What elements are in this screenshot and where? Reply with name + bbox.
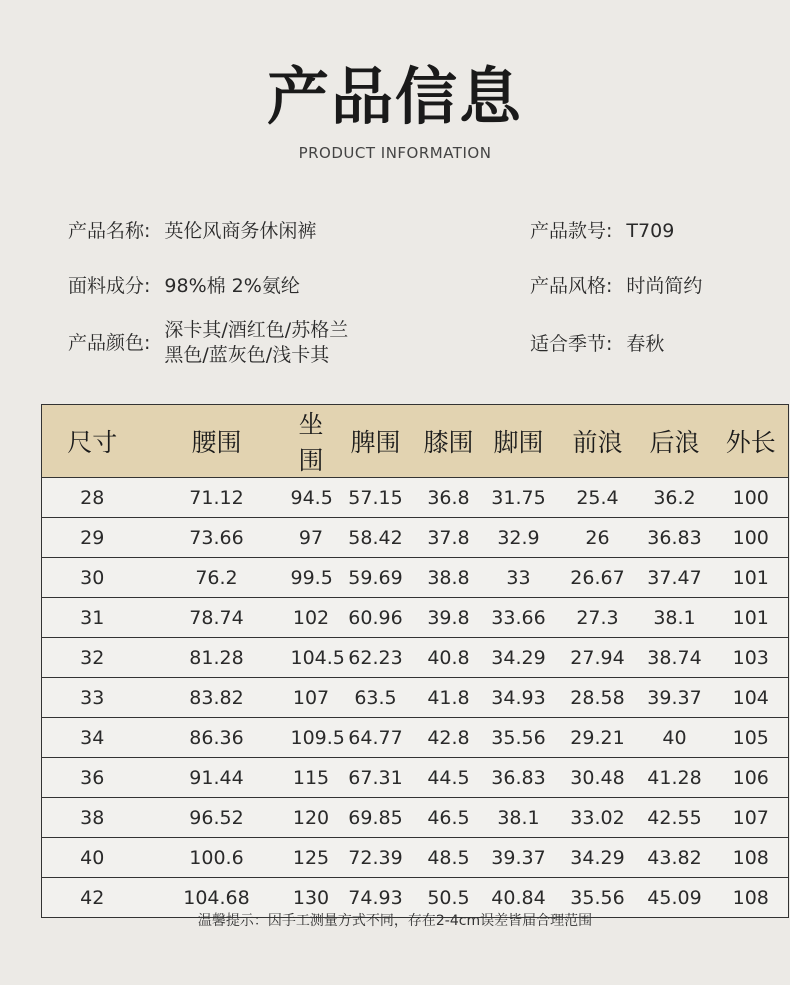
measurement-cell: 107 (714, 798, 789, 838)
info-product-name (68, 218, 316, 244)
measurement-note: 温馨提示：因手工测量方式不同，存在2-4cm误差皆届合理范围 (197, 913, 593, 929)
table-row (42, 718, 789, 758)
measurement-cell: 40.8 (420, 638, 478, 678)
measurement-cell: 103 (714, 638, 789, 678)
measurement-cell: 30.48 (560, 758, 636, 798)
measurement-cell: 42.55 (636, 798, 714, 838)
size-cell: 38 (42, 798, 143, 838)
measurement-cell: 42.8 (420, 718, 478, 758)
measurement-cell: 130 (291, 878, 332, 918)
table-row (42, 678, 789, 718)
measurement-cell: 100 (714, 478, 789, 518)
measurement-cell: 38.1 (478, 798, 560, 838)
info-value (164, 318, 348, 368)
size-cell: 30 (42, 558, 143, 598)
page-subtitle: PRODUCT INFORMATION (298, 144, 492, 162)
color-line-1: 深卡其/酒红色/苏格兰 (164, 319, 349, 341)
info-value: T709 (626, 220, 675, 242)
info-style (530, 273, 702, 299)
measurement-cell: 69.85 (332, 798, 420, 838)
size-table-header-cell: 腰围 (143, 405, 291, 478)
measurement-cell: 40.84 (478, 878, 560, 918)
measurement-cell: 35.56 (560, 878, 636, 918)
measurement-cell: 64.77 (332, 718, 420, 758)
measurement-cell: 62.23 (332, 638, 420, 678)
measurement-cell: 58.42 (332, 518, 420, 558)
measurement-cell: 34.29 (478, 638, 560, 678)
measurement-cell: 41.28 (636, 758, 714, 798)
measurement-cell: 76.2 (143, 558, 291, 598)
measurement-cell: 43.82 (636, 838, 714, 878)
measurement-cell: 125 (291, 838, 332, 878)
measurement-cell: 86.36 (143, 718, 291, 758)
measurement-cell: 46.5 (420, 798, 478, 838)
size-cell: 40 (42, 838, 143, 878)
measurement-cell: 78.74 (143, 598, 291, 638)
info-value: 春秋 (626, 333, 665, 355)
measurement-cell: 81.28 (143, 638, 291, 678)
measurement-cell: 59.69 (332, 558, 420, 598)
measurement-cell: 105 (714, 718, 789, 758)
measurement-cell: 36.2 (636, 478, 714, 518)
measurement-cell: 34.93 (478, 678, 560, 718)
measurement-cell: 40 (636, 718, 714, 758)
measurement-cell: 101 (714, 598, 789, 638)
size-table (41, 404, 789, 918)
measurement-cell: 39.37 (636, 678, 714, 718)
size-table-header-row (42, 405, 789, 478)
measurement-cell: 27.94 (560, 638, 636, 678)
size-table-header-cell: 前浪 (560, 405, 636, 478)
info-value: 时尚简约 (626, 275, 703, 297)
measurement-cell: 108 (714, 878, 789, 918)
measurement-cell: 29.21 (560, 718, 636, 758)
size-table-header-cell: 膝围 (420, 405, 478, 478)
measurement-cell: 39.8 (420, 598, 478, 638)
size-table-header-cell: 脚围 (478, 405, 560, 478)
measurement-cell: 60.96 (332, 598, 420, 638)
measurement-cell: 71.12 (143, 478, 291, 518)
measurement-cell: 67.31 (332, 758, 420, 798)
size-cell: 31 (42, 598, 143, 638)
measurement-cell: 39.37 (478, 838, 560, 878)
info-style-number (530, 218, 674, 244)
info-fabric (68, 273, 300, 299)
size-cell: 36 (42, 758, 143, 798)
size-cell: 32 (42, 638, 143, 678)
measurement-cell: 27.3 (560, 598, 636, 638)
size-table-body (42, 478, 789, 918)
size-cell: 33 (42, 678, 143, 718)
info-label: 适合季节: (530, 333, 613, 355)
size-table-header-cell: 脾围 (332, 405, 420, 478)
measurement-cell: 63.5 (332, 678, 420, 718)
measurement-cell: 36.83 (636, 518, 714, 558)
measurement-cell: 32.9 (478, 518, 560, 558)
info-color (68, 318, 348, 368)
measurement-cell: 94.5 (291, 478, 332, 518)
measurement-cell: 31.75 (478, 478, 560, 518)
measurement-cell: 38.1 (636, 598, 714, 638)
measurement-cell: 107 (291, 678, 332, 718)
size-table-header-cell: 坐围 (291, 405, 332, 478)
measurement-cell: 28.58 (560, 678, 636, 718)
measurement-cell: 33.66 (478, 598, 560, 638)
measurement-cell: 44.5 (420, 758, 478, 798)
measurement-cell: 100.6 (143, 838, 291, 878)
measurement-cell: 73.66 (143, 518, 291, 558)
table-row (42, 798, 789, 838)
measurement-cell: 104 (714, 678, 789, 718)
measurement-cell: 83.82 (143, 678, 291, 718)
info-season (530, 331, 664, 357)
info-label: 产品颜色: (68, 332, 151, 354)
size-table-header-cell: 后浪 (636, 405, 714, 478)
info-value: 英伦风商务休闲裤 (164, 220, 317, 242)
measurement-cell: 50.5 (420, 878, 478, 918)
info-label: 面料成分: (68, 275, 151, 297)
measurement-cell: 57.15 (332, 478, 420, 518)
table-row (42, 558, 789, 598)
measurement-cell: 35.56 (478, 718, 560, 758)
page-title: 产品信息 (266, 60, 523, 133)
measurement-cell: 33.02 (560, 798, 636, 838)
measurement-cell: 102 (291, 598, 332, 638)
measurement-cell: 74.93 (332, 878, 420, 918)
measurement-cell: 120 (291, 798, 332, 838)
measurement-cell: 34.29 (560, 838, 636, 878)
measurement-cell: 101 (714, 558, 789, 598)
measurement-cell: 33 (478, 558, 560, 598)
table-row (42, 478, 789, 518)
measurement-cell: 115 (291, 758, 332, 798)
size-cell: 42 (42, 878, 143, 918)
table-row (42, 638, 789, 678)
info-label: 产品风格: (530, 275, 613, 297)
size-cell: 28 (42, 478, 143, 518)
measurement-cell: 36.83 (478, 758, 560, 798)
measurement-cell: 45.09 (636, 878, 714, 918)
measurement-cell: 37.47 (636, 558, 714, 598)
info-value: 98%棉 2%氨纶 (164, 275, 300, 297)
info-label: 产品名称: (68, 220, 151, 242)
measurement-cell: 106 (714, 758, 789, 798)
table-row (42, 598, 789, 638)
measurement-cell: 104.68 (143, 878, 291, 918)
measurement-cell: 99.5 (291, 558, 332, 598)
measurement-cell: 38.8 (420, 558, 478, 598)
measurement-cell: 109.5 (291, 718, 332, 758)
measurement-cell: 26 (560, 518, 636, 558)
table-row (42, 838, 789, 878)
table-row (42, 758, 789, 798)
measurement-cell: 108 (714, 838, 789, 878)
color-line-2: 黑色/蓝灰色/浅卡其 (164, 344, 330, 366)
size-cell: 34 (42, 718, 143, 758)
measurement-cell: 104.5 (291, 638, 332, 678)
measurement-cell: 72.39 (332, 838, 420, 878)
size-cell: 29 (42, 518, 143, 558)
measurement-cell: 96.52 (143, 798, 291, 838)
info-label: 产品款号: (530, 220, 613, 242)
measurement-cell: 41.8 (420, 678, 478, 718)
measurement-cell: 48.5 (420, 838, 478, 878)
size-table-header-cell: 尺寸 (42, 405, 143, 478)
measurement-cell: 38.74 (636, 638, 714, 678)
measurement-cell: 36.8 (420, 478, 478, 518)
measurement-cell: 25.4 (560, 478, 636, 518)
measurement-cell: 37.8 (420, 518, 478, 558)
measurement-cell: 97 (291, 518, 332, 558)
table-row (42, 518, 789, 558)
measurement-cell: 91.44 (143, 758, 291, 798)
size-table-header-cell: 外长 (714, 405, 789, 478)
measurement-cell: 26.67 (560, 558, 636, 598)
measurement-cell: 100 (714, 518, 789, 558)
